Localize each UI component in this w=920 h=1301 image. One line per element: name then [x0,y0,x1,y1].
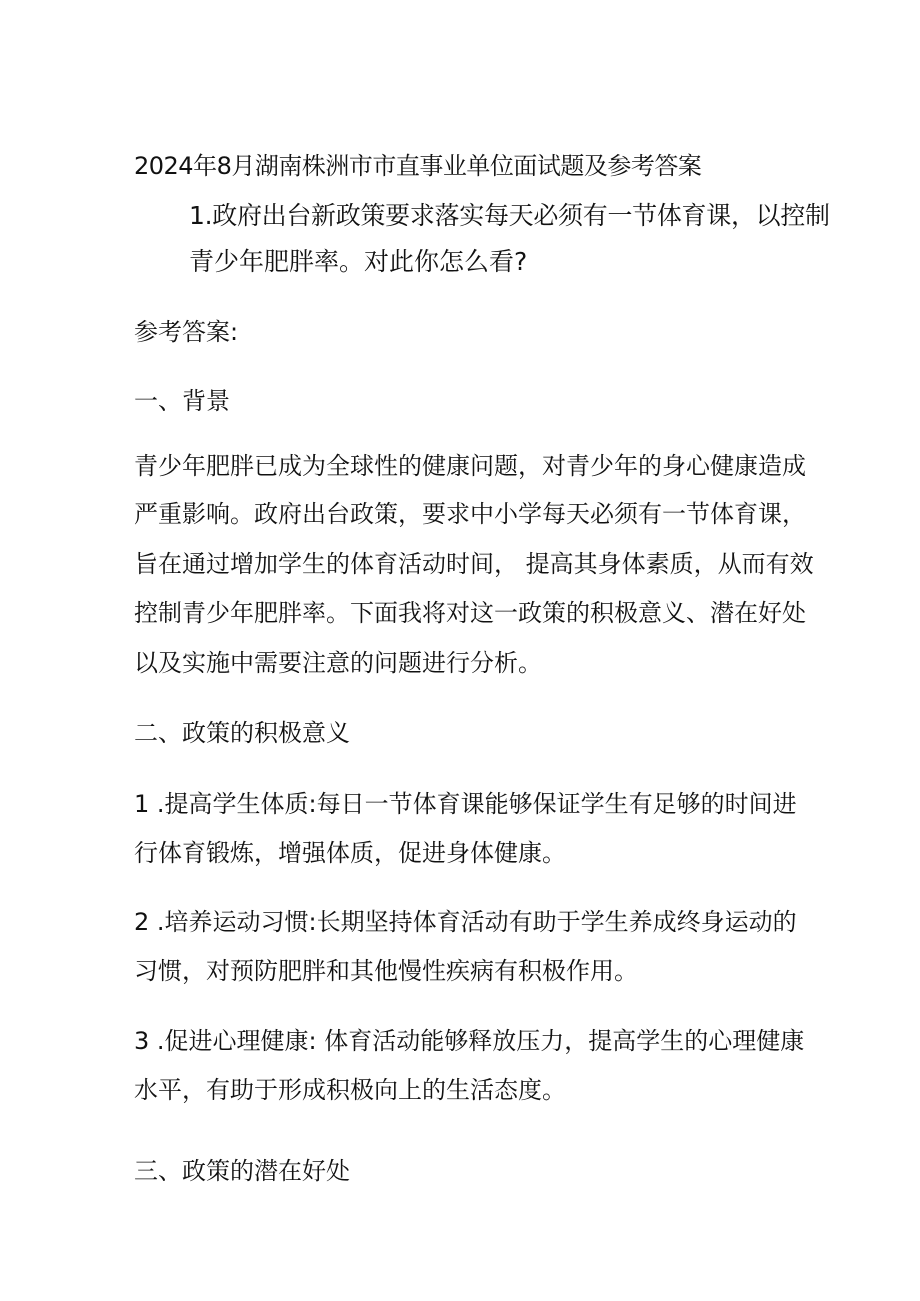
paragraph-line: 控制青少年肥胖率。下面我将对这一政策的积极意义、潜在好处 [134,599,806,627]
list-item-line: 习惯，对预防肥胖和其他慢性疾病有积极作用。 [134,957,638,985]
list-item-line: 1 .提高学生体质:每日一节体育课能够保证学生有足够的时间进 [134,790,797,818]
answer-label: 参考答案: [134,318,239,346]
question-line-1: 1.政府出台新政策要求落实每天必须有一节体育课，以控制 [189,201,830,230]
paragraph-line: 青少年肥胖已成为全球性的健康问题，对青少年的身心健康造成 [134,452,806,480]
list-item-line: 行体育锻炼，增强体质，促进身体健康。 [134,839,566,867]
document-title: 2024年8月湖南株洲市市直事业单位面试题及参考答案 [134,152,702,180]
list-item-line: 3 .促进心理健康: 体育活动能够释放压力，提高学生的心理健康 [134,1027,805,1055]
list-item-line: 水平，有助于形成积极向上的生活态度。 [134,1076,566,1104]
section-heading-positive-significance: 二、政策的积极意义 [134,719,350,747]
question-line-2: 青少年肥胖率。对此你怎么看? [189,247,528,276]
section-heading-potential-benefits: 三、政策的潜在好处 [134,1157,350,1185]
paragraph-line: 以及实施中需要注意的问题进行分析。 [134,649,542,677]
paragraph-line: 严重影响。政府出台政策，要求中小学每天必须有一节体育课， [134,500,806,528]
list-item-line: 2 .培养运动习惯:长期坚持体育活动有助于学生养成终身运动的 [134,908,797,936]
section-heading-background: 一、背景 [134,387,230,415]
paragraph-line: 旨在通过增加学生的体育活动时间， 提高其身体素质，从而有效 [134,550,814,578]
